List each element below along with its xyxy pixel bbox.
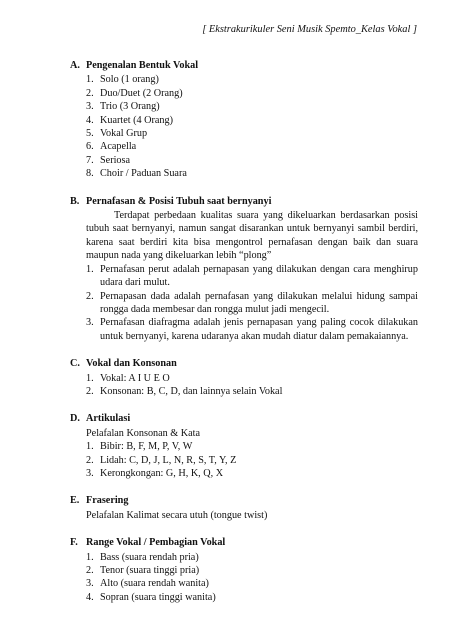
section-list (86, 73, 418, 180)
section-list (86, 551, 418, 605)
list-item: 2. Pernapasan dada adalah pernafasan yang dilakukan melalui hidung sampai rongga dada membesar dan rongga mulut jadi mengecil. (86, 290, 418, 315)
section-letter: C. (70, 358, 80, 370)
list-item: 1. Solo (1 orang) (86, 74, 159, 86)
section-a (70, 59, 418, 181)
section-letter: D. (70, 413, 80, 425)
section-body (86, 509, 418, 522)
list-item: 1. Bibir: B, F, M, P, V, W (86, 441, 193, 453)
list-item: 1. Vokal: A I U E O (86, 372, 170, 384)
list-item: 1. Pernafasan perut adalah pernapasan yang dilakukan dengan cara menghirup udara dari mulut. (86, 263, 418, 289)
section-title: Artikulasi (86, 413, 131, 425)
section-title: Vokal dan Konsonan (86, 358, 177, 370)
list-item: 4. Sopran (suara tinggi wanita) (86, 591, 216, 603)
list-item: 2. Konsonan: B, C, D, dan lainnya selain Vokal (86, 385, 283, 397)
list-item: 3. Kerongkongan: G, H, K, Q, X (86, 467, 224, 479)
section-heading (70, 412, 418, 425)
page-header: [ Ekstrakurikuler Seni Musik Spemto_Kelas Vokal ] (202, 24, 417, 35)
list-item: 3. Pernafasan diafragma adalah jenis pernapasan yang paling cocok dilakukan untuk bernyanyi, karena udaranya akan mudah diatur dalam pemakaiannya. (86, 317, 418, 342)
list-item: 2. Lidah: C, D, J, L, N, R, S, T, Y, Z (86, 454, 237, 466)
section-d (70, 412, 418, 480)
list-item: 8. Choir / Paduan Suara (86, 168, 187, 180)
section-letter: E. (70, 495, 80, 507)
list-item: 1. Bass (suara rendah pria) (86, 551, 199, 563)
section-intro: Pelafalan Kalimat secara utuh (tongue twist) (86, 509, 268, 521)
section-title: Frasering (86, 495, 129, 507)
section-letter: B. (70, 195, 80, 207)
section-heading (70, 494, 418, 507)
section-paragraph: Terdapat perbedaan kualitas suara yang dikeluarkan berdasarkan posisi tubuh saat bernyanyi, namun sangat disarankan untuk bernyanyi sambil berdiri, karena saat berdiri kita bisa mengontrol pernafasan dengan baik dan suara maupun nada yang dikeluarkan lebih “plong” (86, 210, 418, 262)
section-body (86, 427, 418, 481)
list-item: 2. Tenor (suara tinggi pria) (86, 565, 200, 576)
list-item: 6. Acapella (86, 141, 137, 153)
list-item: 3. Alto (suara rendah wanita) (86, 578, 209, 590)
section-c (70, 357, 418, 398)
section-e (70, 494, 418, 522)
section-title: Pengenalan Bentuk Vokal (86, 60, 199, 71)
section-heading (70, 357, 418, 370)
list-item: 3. Trio (3 Orang) (86, 101, 160, 113)
section-body (86, 209, 418, 343)
section-heading (70, 195, 418, 208)
section-heading (70, 536, 418, 549)
section-f (70, 536, 418, 604)
list-item: 7. Seriosa (86, 154, 130, 166)
section-intro: Pelafalan Konsonan & Kata (86, 427, 201, 439)
section-title: Pernafasan & Posisi Tubuh saat bernyanyi (86, 195, 272, 207)
list-item: 4. Kuartet (4 Orang) (86, 114, 173, 126)
section-heading (70, 59, 418, 72)
section-letter: F. (70, 537, 78, 549)
list-item: 5. Vokal Grup (86, 128, 148, 140)
section-b (70, 195, 418, 343)
list-item: 2. Duo/Duet (2 Orang) (86, 87, 183, 99)
section-title: Range Vokal / Pembagian Vokal (86, 537, 226, 549)
section-letter: A. (70, 60, 80, 71)
section-list (86, 372, 418, 399)
document-content (70, 59, 418, 618)
